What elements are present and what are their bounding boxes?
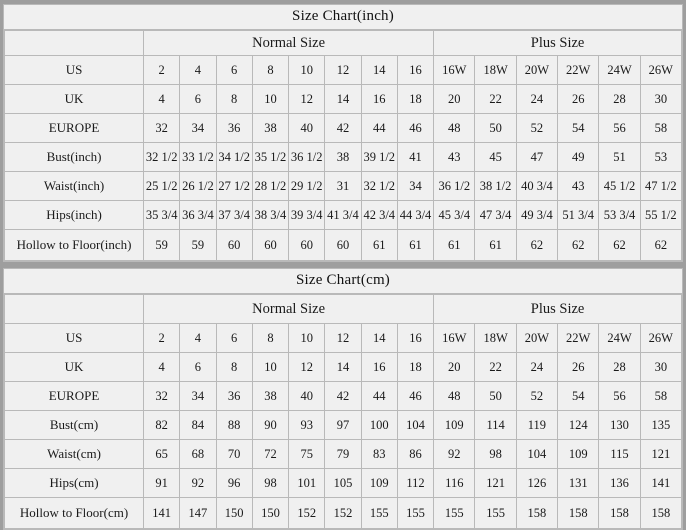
row-label: Hips(cm) — [5, 469, 144, 498]
row-label: Waist(inch) — [5, 172, 144, 201]
cell: 51 — [599, 143, 640, 172]
cell: 141 — [144, 498, 180, 529]
cell: 41 — [397, 143, 433, 172]
cell: 12 — [325, 56, 361, 85]
table-row — [5, 498, 682, 529]
cell: 18W — [475, 56, 516, 85]
cell: 49 — [558, 143, 599, 172]
cell: 35 3/4 — [144, 201, 180, 230]
cell: 8 — [252, 56, 288, 85]
cell: 22 — [475, 85, 516, 114]
cell: 6 — [180, 353, 216, 382]
group-header-normal: Normal Size — [144, 295, 434, 324]
row-label: Bust(inch) — [5, 143, 144, 172]
cell: 28 — [599, 353, 640, 382]
cell: 47 — [516, 143, 557, 172]
cell: 16 — [397, 324, 433, 353]
cell: 27 1/2 — [216, 172, 252, 201]
cell: 48 — [434, 382, 475, 411]
cell: 152 — [325, 498, 361, 529]
cell: 54 — [558, 382, 599, 411]
cell: 101 — [289, 469, 325, 498]
cell: 31 — [325, 172, 361, 201]
cell: 62 — [640, 230, 681, 261]
table-row — [5, 230, 682, 261]
cell: 40 — [289, 114, 325, 143]
cell: 46 — [397, 382, 433, 411]
cell: 16 — [397, 56, 433, 85]
cell: 4 — [180, 56, 216, 85]
cell: 24 — [516, 353, 557, 382]
cell: 116 — [434, 469, 475, 498]
cell: 42 — [325, 382, 361, 411]
table-row — [5, 411, 682, 440]
cell: 22 — [475, 353, 516, 382]
cell: 51 3/4 — [558, 201, 599, 230]
cell: 34 — [397, 172, 433, 201]
cell: 92 — [434, 440, 475, 469]
row-label: EUROPE — [5, 114, 144, 143]
table-row — [5, 172, 682, 201]
cell: 45 3/4 — [434, 201, 475, 230]
cell: 12 — [325, 324, 361, 353]
cell: 38 1/2 — [475, 172, 516, 201]
cell: 43 — [558, 172, 599, 201]
cell: 8 — [252, 324, 288, 353]
group-header-blank — [5, 295, 144, 324]
cell: 39 3/4 — [289, 201, 325, 230]
cell: 91 — [144, 469, 180, 498]
cell: 40 3/4 — [516, 172, 557, 201]
cell: 65 — [144, 440, 180, 469]
cell: 34 1/2 — [216, 143, 252, 172]
cell: 68 — [180, 440, 216, 469]
cell: 44 — [361, 114, 397, 143]
group-header-plus: Plus Size — [434, 31, 682, 56]
cell: 6 — [216, 56, 252, 85]
row-label: UK — [5, 353, 144, 382]
group-header-normal: Normal Size — [144, 31, 434, 56]
cell: 36 1/2 — [289, 143, 325, 172]
cell: 24W — [599, 56, 640, 85]
cell: 155 — [397, 498, 433, 529]
cell: 47 1/2 — [640, 172, 681, 201]
cell: 155 — [361, 498, 397, 529]
table-row — [5, 56, 682, 85]
cell: 26 1/2 — [180, 172, 216, 201]
cell: 126 — [516, 469, 557, 498]
cell: 42 — [325, 114, 361, 143]
cell: 20W — [516, 324, 557, 353]
cell: 45 1/2 — [599, 172, 640, 201]
cell: 100 — [361, 411, 397, 440]
cell: 114 — [475, 411, 516, 440]
cell: 16W — [434, 324, 475, 353]
table-group-header-row — [5, 31, 682, 56]
cell: 18 — [397, 85, 433, 114]
cell: 155 — [434, 498, 475, 529]
cell: 45 — [475, 143, 516, 172]
row-label: Hips(inch) — [5, 201, 144, 230]
cell: 20 — [434, 353, 475, 382]
cell: 158 — [599, 498, 640, 529]
cell: 4 — [144, 353, 180, 382]
cell: 2 — [144, 56, 180, 85]
cell: 14 — [361, 324, 397, 353]
table-row — [5, 324, 682, 353]
cell: 98 — [475, 440, 516, 469]
cell: 12 — [289, 85, 325, 114]
cell: 109 — [434, 411, 475, 440]
cell: 14 — [325, 353, 361, 382]
table-row — [5, 114, 682, 143]
cell: 147 — [180, 498, 216, 529]
cell: 72 — [252, 440, 288, 469]
cell: 46 — [397, 114, 433, 143]
cell: 152 — [289, 498, 325, 529]
cell: 10 — [252, 353, 288, 382]
cell: 60 — [289, 230, 325, 261]
cell: 16 — [361, 85, 397, 114]
row-label: Hollow to Floor(cm) — [5, 498, 144, 529]
cell: 104 — [516, 440, 557, 469]
cell: 8 — [216, 353, 252, 382]
row-label: US — [5, 324, 144, 353]
cell: 48 — [434, 114, 475, 143]
row-label: UK — [5, 85, 144, 114]
cell: 75 — [289, 440, 325, 469]
size-chart-cm — [3, 268, 683, 530]
cell: 25 1/2 — [144, 172, 180, 201]
cell: 83 — [361, 440, 397, 469]
cell: 22W — [558, 56, 599, 85]
cell: 136 — [599, 469, 640, 498]
cell: 38 — [252, 114, 288, 143]
cell: 24 — [516, 85, 557, 114]
cell: 50 — [475, 114, 516, 143]
cell: 4 — [144, 85, 180, 114]
cell: 14 — [361, 56, 397, 85]
cell: 4 — [180, 324, 216, 353]
cell: 90 — [252, 411, 288, 440]
cell: 47 3/4 — [475, 201, 516, 230]
row-label: Bust(cm) — [5, 411, 144, 440]
cell: 16W — [434, 56, 475, 85]
cell: 12 — [289, 353, 325, 382]
cell: 44 3/4 — [397, 201, 433, 230]
cell: 55 1/2 — [640, 201, 681, 230]
table-row — [5, 85, 682, 114]
cell: 28 — [599, 85, 640, 114]
cell: 30 — [640, 353, 681, 382]
cell: 18 — [397, 353, 433, 382]
cell: 6 — [216, 324, 252, 353]
cell: 60 — [216, 230, 252, 261]
cell: 50 — [475, 382, 516, 411]
cell: 59 — [180, 230, 216, 261]
group-header-blank — [5, 31, 144, 56]
cell: 58 — [640, 114, 681, 143]
cell: 33 1/2 — [180, 143, 216, 172]
cell: 8 — [216, 85, 252, 114]
cell: 158 — [640, 498, 681, 529]
cell: 44 — [361, 382, 397, 411]
cell: 82 — [144, 411, 180, 440]
cell: 109 — [558, 440, 599, 469]
table-row — [5, 353, 682, 382]
cell: 62 — [599, 230, 640, 261]
cell: 97 — [325, 411, 361, 440]
cell: 39 1/2 — [361, 143, 397, 172]
row-label: Waist(cm) — [5, 440, 144, 469]
cell: 121 — [640, 440, 681, 469]
cell: 26W — [640, 324, 681, 353]
cell: 53 3/4 — [599, 201, 640, 230]
cell: 16 — [361, 353, 397, 382]
cell: 135 — [640, 411, 681, 440]
cell: 61 — [361, 230, 397, 261]
cell: 53 — [640, 143, 681, 172]
cell: 155 — [475, 498, 516, 529]
cell: 109 — [361, 469, 397, 498]
cell: 59 — [144, 230, 180, 261]
size-table-cm — [4, 294, 682, 529]
cell: 52 — [516, 114, 557, 143]
cell: 30 — [640, 85, 681, 114]
cell: 10 — [289, 56, 325, 85]
cell: 115 — [599, 440, 640, 469]
cell: 61 — [475, 230, 516, 261]
cell: 42 3/4 — [361, 201, 397, 230]
cell: 61 — [397, 230, 433, 261]
cell: 35 1/2 — [252, 143, 288, 172]
cell: 38 3/4 — [252, 201, 288, 230]
cell: 119 — [516, 411, 557, 440]
size-chart-inch — [3, 4, 683, 262]
cell: 86 — [397, 440, 433, 469]
cell: 112 — [397, 469, 433, 498]
cell: 70 — [216, 440, 252, 469]
cell: 26W — [640, 56, 681, 85]
cell: 24W — [599, 324, 640, 353]
cell: 131 — [558, 469, 599, 498]
table-row — [5, 143, 682, 172]
cell: 84 — [180, 411, 216, 440]
cell: 61 — [434, 230, 475, 261]
cell: 121 — [475, 469, 516, 498]
cell: 20 — [434, 85, 475, 114]
cell: 26 — [558, 85, 599, 114]
cell: 36 — [216, 382, 252, 411]
cell: 158 — [516, 498, 557, 529]
cell: 36 3/4 — [180, 201, 216, 230]
cell: 20W — [516, 56, 557, 85]
cell: 40 — [289, 382, 325, 411]
cell: 124 — [558, 411, 599, 440]
chart-title-cm: Size Chart(cm) — [4, 269, 682, 294]
cell: 6 — [180, 85, 216, 114]
cell: 104 — [397, 411, 433, 440]
cell: 56 — [599, 114, 640, 143]
cell: 58 — [640, 382, 681, 411]
table-row — [5, 201, 682, 230]
cell: 62 — [516, 230, 557, 261]
chart-title-inch: Size Chart(inch) — [4, 5, 682, 30]
cell: 38 — [325, 143, 361, 172]
cell: 29 1/2 — [289, 172, 325, 201]
row-label: Hollow to Floor(inch) — [5, 230, 144, 261]
cell: 18W — [475, 324, 516, 353]
cell: 22W — [558, 324, 599, 353]
row-label: EUROPE — [5, 382, 144, 411]
cell: 150 — [252, 498, 288, 529]
cell: 32 1/2 — [361, 172, 397, 201]
size-table-inch — [4, 30, 682, 261]
cell: 79 — [325, 440, 361, 469]
cell: 98 — [252, 469, 288, 498]
cell: 2 — [144, 324, 180, 353]
cell: 96 — [216, 469, 252, 498]
cell: 14 — [325, 85, 361, 114]
cell: 10 — [289, 324, 325, 353]
cell: 93 — [289, 411, 325, 440]
cell: 10 — [252, 85, 288, 114]
row-label: US — [5, 56, 144, 85]
cell: 158 — [558, 498, 599, 529]
table-row — [5, 440, 682, 469]
cell: 141 — [640, 469, 681, 498]
cell: 28 1/2 — [252, 172, 288, 201]
cell: 60 — [252, 230, 288, 261]
cell: 32 1/2 — [144, 143, 180, 172]
cell: 34 — [180, 382, 216, 411]
cell: 54 — [558, 114, 599, 143]
cell: 32 — [144, 382, 180, 411]
cell: 34 — [180, 114, 216, 143]
cell: 56 — [599, 382, 640, 411]
table-row — [5, 382, 682, 411]
cell: 52 — [516, 382, 557, 411]
cell: 105 — [325, 469, 361, 498]
cell: 88 — [216, 411, 252, 440]
cell: 62 — [558, 230, 599, 261]
cell: 150 — [216, 498, 252, 529]
cell: 41 3/4 — [325, 201, 361, 230]
table-row — [5, 469, 682, 498]
cell: 26 — [558, 353, 599, 382]
cell: 38 — [252, 382, 288, 411]
cell: 60 — [325, 230, 361, 261]
cell: 36 1/2 — [434, 172, 475, 201]
cell: 92 — [180, 469, 216, 498]
cell: 43 — [434, 143, 475, 172]
cell: 36 — [216, 114, 252, 143]
cell: 32 — [144, 114, 180, 143]
cell: 130 — [599, 411, 640, 440]
table-group-header-row — [5, 295, 682, 324]
cell: 49 3/4 — [516, 201, 557, 230]
group-header-plus: Plus Size — [434, 295, 682, 324]
cell: 37 3/4 — [216, 201, 252, 230]
